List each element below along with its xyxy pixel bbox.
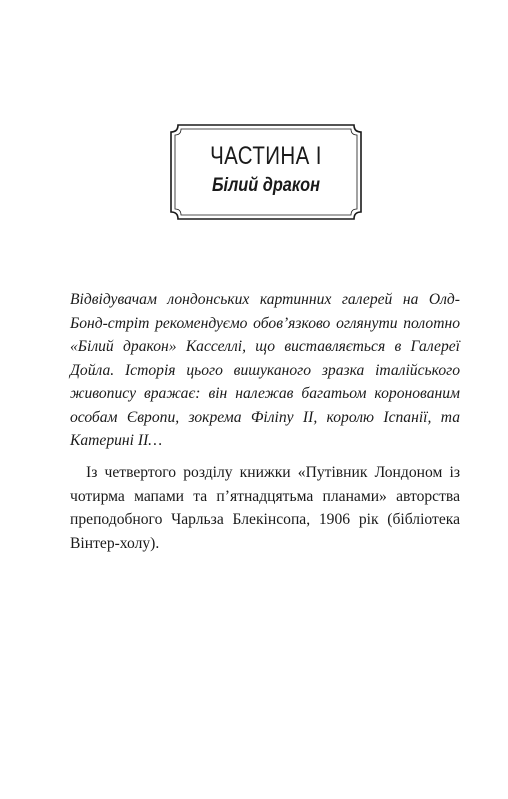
epigraph-quote: Відвідувачам лондонських картинних галерей на Олд-Бонд-стріт рекомендуємо обов’язково оглянути полотно «Білий дракон» Касселлі, що виставляється в Галереї Дойла. Історія цього вишуканого зразка італійського живопису вражає: він належав багатьом коронованим особам Європи, зокрема Філіпу II, королю Іспанії, та Катерині II… [70, 291, 460, 449]
epigraph-source: Із четвертого розділу книжки «Путівник Лондоном із чотирма мапами та п’ятнадцятьма планами» авторства преподобного Чарльза Блекінсопа, 1906 рік (бібліотека Вінтер-холу). [70, 464, 460, 552]
chapter-title-frame [170, 124, 362, 220]
part-subtitle: Білий дракон [211, 175, 321, 196]
part-title: ЧАСТИНА I [210, 142, 322, 170]
